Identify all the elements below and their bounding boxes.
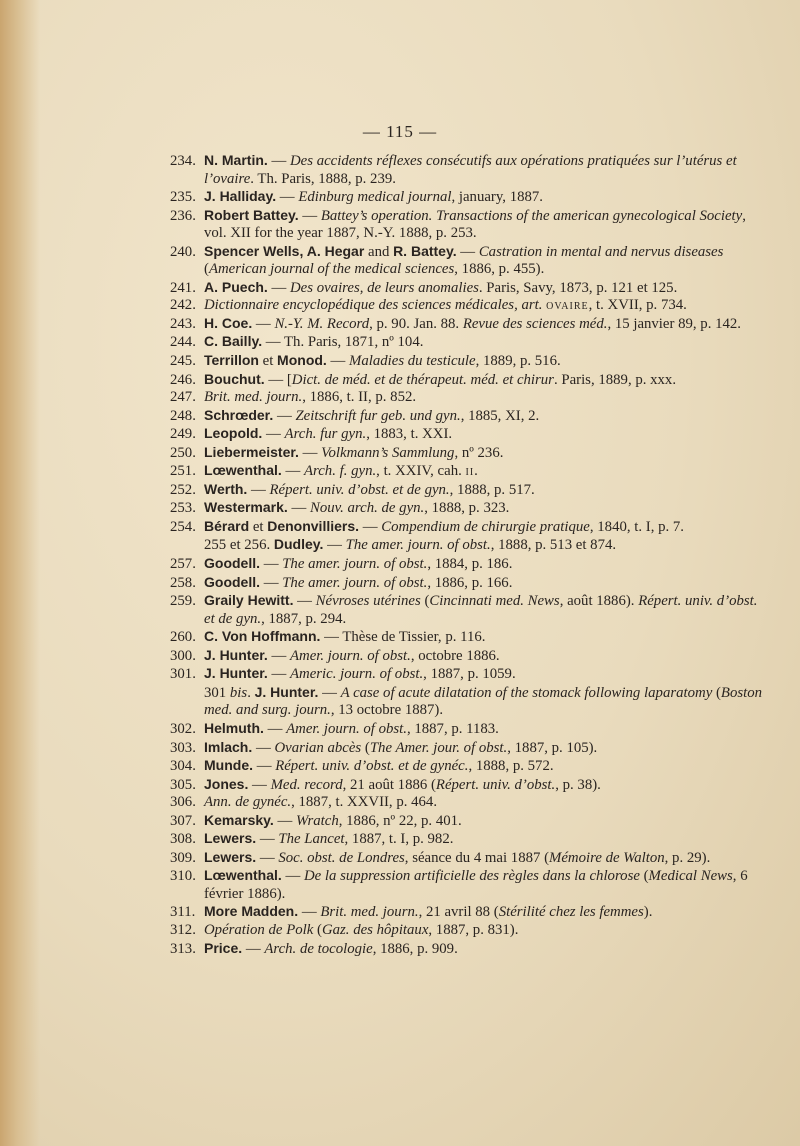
reference-number: 302.: [170, 720, 196, 737]
reference-entry: [170, 830, 770, 849]
author-name: Goodell.: [204, 573, 260, 590]
small-caps-text: ii: [465, 463, 475, 480]
reference-entry: [170, 922, 770, 940]
reference-list: [170, 152, 770, 958]
citation-text: , 6 février 1886).: [204, 868, 748, 902]
citation-text: —: [287, 500, 310, 517]
reference-number: 301.: [170, 666, 196, 683]
work-title: Edinburg medical journal: [298, 189, 452, 206]
work-title: Mémoire de Walton: [549, 849, 665, 866]
citation-text: and: [364, 243, 394, 260]
reference-entry: [170, 352, 770, 371]
work-title: The amer. journ. of obst.: [282, 574, 428, 591]
work-title: A case of acute dilatation of the stomack following laparatomy: [340, 684, 713, 701]
author-name: Lewers.: [204, 830, 257, 847]
reference-entry: [170, 647, 770, 666]
work-title: Répert. univ. d’obst. et de gyn.: [269, 481, 450, 498]
reference-entry: [170, 536, 770, 555]
reference-entry: [170, 757, 770, 776]
author-name: N. Martin.: [204, 152, 268, 168]
citation-text: , 1883, t. XXI.: [366, 426, 453, 443]
work-title: Arch. de tocologie: [264, 940, 373, 957]
work-title: Amer. journ. of obst.: [290, 647, 411, 664]
citation-text: , 1888, p. 323.: [424, 500, 510, 517]
citation-text: , 1886, nº 22, p. 401.: [338, 812, 462, 829]
work-title: Compendium de chirurgie pratique: [381, 518, 590, 535]
reference-number: 244.: [170, 334, 196, 351]
reference-entry: [170, 684, 770, 720]
citation-text: , p. 29).: [664, 849, 711, 866]
reference-number: 236.: [170, 207, 196, 224]
reference-number: 310.: [170, 868, 196, 885]
citation-text: , 1886, t. II, p. 852.: [302, 389, 417, 406]
citation-text: , 1840, t. I, p. 7.: [589, 518, 684, 535]
work-title: Boston med. and surg. journ.: [204, 684, 763, 719]
reference-number: 258.: [170, 574, 196, 591]
work-title: Ann. de gynéc.: [204, 794, 292, 811]
work-title: Brit. med. journ.: [320, 904, 419, 921]
work-title: bis: [229, 684, 248, 701]
author-name: H. Coe.: [204, 314, 253, 331]
reference-number: 253.: [170, 500, 196, 517]
work-title: Répert. univ. d’obst. et de gyn.: [204, 593, 758, 627]
work-title: The amer. journ. of obst.: [282, 556, 428, 573]
citation-text: , 1886, p. 166.: [427, 574, 513, 591]
citation-text: , 1884, p. 186.: [427, 556, 513, 573]
reference-entry: [170, 518, 770, 537]
reference-entry: [170, 425, 770, 444]
reference-number: 242.: [170, 297, 196, 314]
reference-number: 241.: [170, 279, 196, 296]
work-title: Névroses utérines: [315, 593, 421, 610]
reference-number: 304.: [170, 758, 196, 775]
author-name: More Madden.: [204, 903, 299, 920]
citation-text: —: [242, 940, 265, 957]
page-number: — 115 —: [362, 122, 438, 141]
work-title: Répert. univ. d’obst. et de gynéc.: [275, 758, 469, 775]
work-title: Dictionnaire encyclopédique des sciences médicales, art.: [204, 297, 543, 314]
work-title: The Amer. jour. of obst.: [369, 739, 508, 756]
citation-text: , t. XXIV, cah.: [376, 463, 466, 480]
citation-text: , 1885, XI, 2.: [460, 407, 540, 424]
work-title: Cincinnati med. News: [429, 593, 560, 610]
reference-entry: [170, 243, 770, 279]
citation-text: — Thèse de Tissier, p. 116.: [320, 629, 486, 646]
work-title: Wratch: [296, 812, 339, 829]
citation-text: —: [298, 444, 322, 461]
work-title: Nouv. arch. de gyn.: [310, 500, 425, 517]
author-name: Liebermeister.: [204, 443, 299, 460]
work-title: N.-Y. M. Record: [274, 315, 370, 332]
reference-number: 309.: [170, 849, 196, 866]
reference-number: 240.: [170, 243, 196, 260]
reference-entry: [170, 812, 770, 831]
work-title: Medical News: [648, 868, 733, 885]
citation-text: —: [326, 353, 350, 370]
citation-text: , 15 janvier 89, p. 142.: [607, 315, 741, 332]
work-title: Volkmann’s Sammlung: [321, 444, 455, 461]
citation-text: —: [323, 537, 346, 554]
citation-text: —: [281, 463, 304, 480]
reference-number: 249.: [170, 426, 196, 443]
work-title: De la suppression artificielle des règles dans la chlorose: [303, 868, 640, 885]
citation-text: —: [293, 593, 316, 610]
work-title: Des accidents réflexes consécutifs aux opérations pratiquées sur l’utérus et l’ovaire: [204, 153, 737, 187]
work-title: Ovarian abcès: [274, 739, 362, 756]
author-name: J. Halliday.: [204, 188, 277, 205]
work-title: The amer. journ. of obst.: [345, 537, 491, 554]
author-name: Helmuth.: [204, 719, 264, 736]
work-title: Gaz. des hôpitaux: [321, 921, 429, 938]
reference-number: 303.: [170, 739, 196, 756]
citation-text: —: [252, 315, 275, 332]
citation-text: —: [281, 868, 304, 885]
reference-entry: [170, 481, 770, 500]
citation-text: —: [247, 481, 270, 498]
citation-text: , vol. XII for the year 1887, N.-Y. 1888, p. 253.: [204, 207, 746, 242]
reference-number: 260.: [170, 629, 196, 646]
author-name: Goodell.: [204, 555, 260, 572]
reference-number: 254.: [170, 518, 196, 535]
reference-number: 300.: [170, 647, 196, 664]
citation-text: —: [273, 812, 296, 829]
author-name: C. Von Hoffmann.: [204, 628, 321, 645]
citation-text: , 21 avril 88 (: [418, 904, 499, 921]
citation-text: , 1887, t. I, p. 982.: [344, 831, 454, 848]
citation-text: , 1887, t. XXVII, p. 464.: [291, 794, 438, 811]
citation-text: , 13 octobre 1887).: [330, 702, 444, 719]
citation-text: —: [256, 831, 279, 848]
reference-entry: [170, 499, 770, 518]
citation-text: (: [313, 921, 322, 938]
citation-text: (: [204, 261, 209, 278]
reference-number: 247.: [170, 389, 196, 406]
reference-entry: [170, 776, 770, 795]
reference-number: 257.: [170, 556, 196, 573]
citation-text: , 1888, p. 513 et 874.: [490, 537, 617, 554]
citation-text: —: [298, 207, 321, 224]
author-name: J. Hunter.: [204, 665, 268, 682]
citation-text: —: [256, 849, 279, 866]
citation-text: ).: [643, 904, 653, 921]
citation-text: , 1889, p. 516.: [475, 353, 561, 370]
author-name: Werth.: [204, 480, 248, 497]
author-name: Monod.: [277, 352, 327, 369]
reference-number: 308.: [170, 831, 196, 848]
citation-text: et: [258, 353, 278, 370]
work-title: Des ovaires, de leurs anomalies: [290, 279, 479, 296]
work-title: Opération de Polk: [204, 921, 314, 938]
reference-entry: [170, 297, 770, 315]
reference-number: 305.: [170, 776, 196, 793]
reference-number: 243.: [170, 315, 196, 332]
citation-text: —: [267, 279, 290, 296]
work-title: Zeitschrift fur geb. und gyn.: [295, 407, 461, 424]
author-name: J. Hunter.: [254, 683, 319, 700]
author-name: Lœwenthal.: [204, 867, 282, 884]
author-name: C. Bailly.: [204, 333, 263, 350]
work-title: Arch. f. gyn.: [303, 463, 377, 480]
reference-number: 306.: [170, 794, 196, 811]
citation-text: , séance du 4 mai 1887 (: [404, 849, 550, 866]
reference-number: 246.: [170, 371, 196, 388]
author-name: Munde.: [204, 757, 253, 774]
work-title: Med. record: [270, 776, 343, 793]
reference-entry: [170, 333, 770, 352]
citation-text: , nº 236.: [454, 444, 504, 461]
citation-text: , 1887, p. 1183.: [406, 720, 499, 737]
author-name: Westermark.: [204, 499, 288, 516]
page-binding-shadow: [0, 0, 40, 1146]
work-title: Amer. journ. of obst.: [286, 720, 407, 737]
citation-text: 255 et 256.: [204, 537, 274, 554]
citation-text: —: [276, 189, 299, 206]
author-name: Denonvilliers.: [267, 517, 360, 534]
citation-text: —: [267, 666, 290, 683]
reference-entry: [170, 389, 770, 407]
citation-text: .: [247, 684, 255, 701]
citation-text: , 1887, p. 105).: [507, 739, 598, 756]
citation-text: — [: [264, 371, 292, 388]
citation-text: —: [262, 426, 285, 443]
citation-text: —: [273, 407, 296, 424]
reference-entry: [170, 849, 770, 868]
reference-entry: [170, 720, 770, 739]
author-name: Graily Hewitt.: [204, 592, 294, 609]
citation-text: —: [260, 556, 283, 573]
citation-text: . Th. Paris, 1888, p. 239.: [250, 170, 396, 187]
work-title: Dict. de méd. et de thérapeut. méd. et chirur: [291, 371, 554, 388]
citation-text: —: [456, 243, 479, 260]
author-name: Jones.: [204, 775, 249, 792]
author-name: Price.: [204, 939, 243, 956]
reference-number: 248.: [170, 407, 196, 424]
author-name: Dudley.: [273, 536, 324, 553]
citation-text: .: [474, 463, 478, 480]
reference-entry: [170, 279, 770, 298]
reference-entry: [170, 940, 770, 959]
author-name: J. Hunter.: [204, 646, 268, 663]
citation-text: (: [639, 868, 649, 885]
author-name: R. Battey.: [393, 242, 457, 259]
citation-text: —: [248, 776, 271, 793]
citation-text: — Th. Paris, 1871, nº 104.: [262, 334, 424, 351]
work-title: Soc. obst. de Londres: [278, 849, 405, 866]
work-title: The Lancet: [278, 831, 345, 848]
work-title: Brit. med. journ.: [204, 389, 303, 406]
reference-entry: [170, 794, 770, 812]
reference-entry: [170, 407, 770, 426]
author-name: Schrœder.: [204, 406, 274, 423]
citation-text: , p. 90. Jan. 88.: [369, 315, 463, 332]
citation-text: —: [318, 684, 341, 701]
reference-number: 245.: [170, 353, 196, 370]
reference-entry: [170, 867, 770, 903]
reference-entry: [170, 152, 770, 188]
citation-text: —: [267, 153, 290, 169]
author-name: Imlach.: [204, 738, 253, 755]
reference-number: 234.: [170, 153, 196, 169]
author-name: Bouchut.: [204, 370, 265, 387]
citation-text: , 1886, p. 909.: [372, 940, 458, 957]
work-title: Castration in mental and nervus diseases: [478, 243, 724, 260]
reference-entry: [170, 739, 770, 758]
author-name: Terrillon: [204, 352, 259, 369]
citation-text: 301: [204, 684, 230, 701]
work-title: American journal of the medical sciences: [208, 261, 455, 278]
citation-text: . Paris, Savy, 1873, p. 121 et 125.: [478, 279, 678, 296]
reference-entry: [170, 665, 770, 684]
citation-text: , août 1886).: [559, 593, 639, 610]
citation-text: (: [420, 593, 430, 610]
reference-number: 252.: [170, 481, 196, 498]
reference-entry: [170, 207, 770, 243]
reference-number: 251.: [170, 463, 196, 480]
citation-text: —: [267, 647, 290, 664]
citation-text: —: [260, 574, 283, 591]
reference-entry: [170, 903, 770, 922]
author-name: Bérard: [204, 517, 250, 534]
reference-entry: [170, 371, 770, 390]
citation-text: —: [359, 518, 382, 535]
citation-text: —: [253, 758, 276, 775]
work-title: Maladies du testicule: [349, 353, 476, 370]
reference-entry: [170, 444, 770, 463]
work-title: Americ. journ. of obst.: [290, 666, 424, 683]
author-name: Leopold.: [204, 425, 263, 442]
citation-text: , p. 38).: [555, 776, 601, 793]
reference-number: 313.: [170, 940, 196, 957]
reference-entry: [170, 592, 770, 628]
author-name: Spencer Wells, A. Hegar: [204, 242, 365, 259]
work-title: Répert. univ. d’obst.: [435, 776, 556, 793]
citation-text: , octobre 1886.: [410, 647, 500, 664]
reference-entry: [170, 462, 770, 481]
citation-text: , 21 août 1886 (: [342, 776, 436, 793]
reference-entry: [170, 315, 770, 334]
reference-number: 250.: [170, 444, 196, 461]
citation-text: et: [249, 518, 268, 535]
small-caps-text: ovaire: [546, 297, 589, 314]
work-title: Battey’s operation. Transactions of the american gynecological Society: [320, 207, 743, 224]
author-name: Lewers.: [204, 848, 257, 865]
citation-text: (: [361, 739, 370, 756]
citation-text: . Paris, 1889, p. xxx.: [553, 371, 677, 388]
reference-entry: [170, 628, 770, 647]
citation-text: —: [263, 720, 287, 737]
citation-text: , t. XVII, p. 734.: [588, 297, 687, 314]
author-name: Robert Battey.: [204, 206, 299, 223]
citation-text: (: [712, 684, 721, 701]
reference-number: 259.: [170, 593, 196, 610]
work-title: Revue des sciences méd.: [462, 315, 608, 332]
citation-text: , 1887, p. 831).: [428, 921, 519, 938]
citation-text: —: [298, 904, 321, 921]
work-title: Arch. fur gyn.: [284, 426, 367, 443]
citation-text: —: [252, 739, 275, 756]
citation-text: , 1887, p. 1059.: [423, 666, 516, 683]
author-name: Kemarsky.: [204, 811, 274, 828]
reference-entry: [170, 574, 770, 593]
citation-text: , 1888, p. 572.: [468, 758, 554, 775]
citation-text: , 1886, p. 455).: [454, 261, 545, 278]
author-name: Lœwenthal.: [204, 462, 282, 479]
reference-number: 311.: [170, 904, 196, 921]
author-name: A. Puech.: [204, 278, 268, 295]
reference-number: 312.: [170, 921, 196, 938]
citation-text: , january, 1887.: [451, 189, 543, 206]
citation-text: , 1887, p. 294.: [261, 610, 347, 627]
citation-text: , 1888, p. 517.: [449, 481, 535, 498]
reference-entry: [170, 188, 770, 207]
reference-number: 307.: [170, 812, 196, 829]
reference-entry: [170, 555, 770, 574]
work-title: Stérilité chez les femmes: [498, 904, 644, 921]
reference-number: 235.: [170, 189, 196, 206]
